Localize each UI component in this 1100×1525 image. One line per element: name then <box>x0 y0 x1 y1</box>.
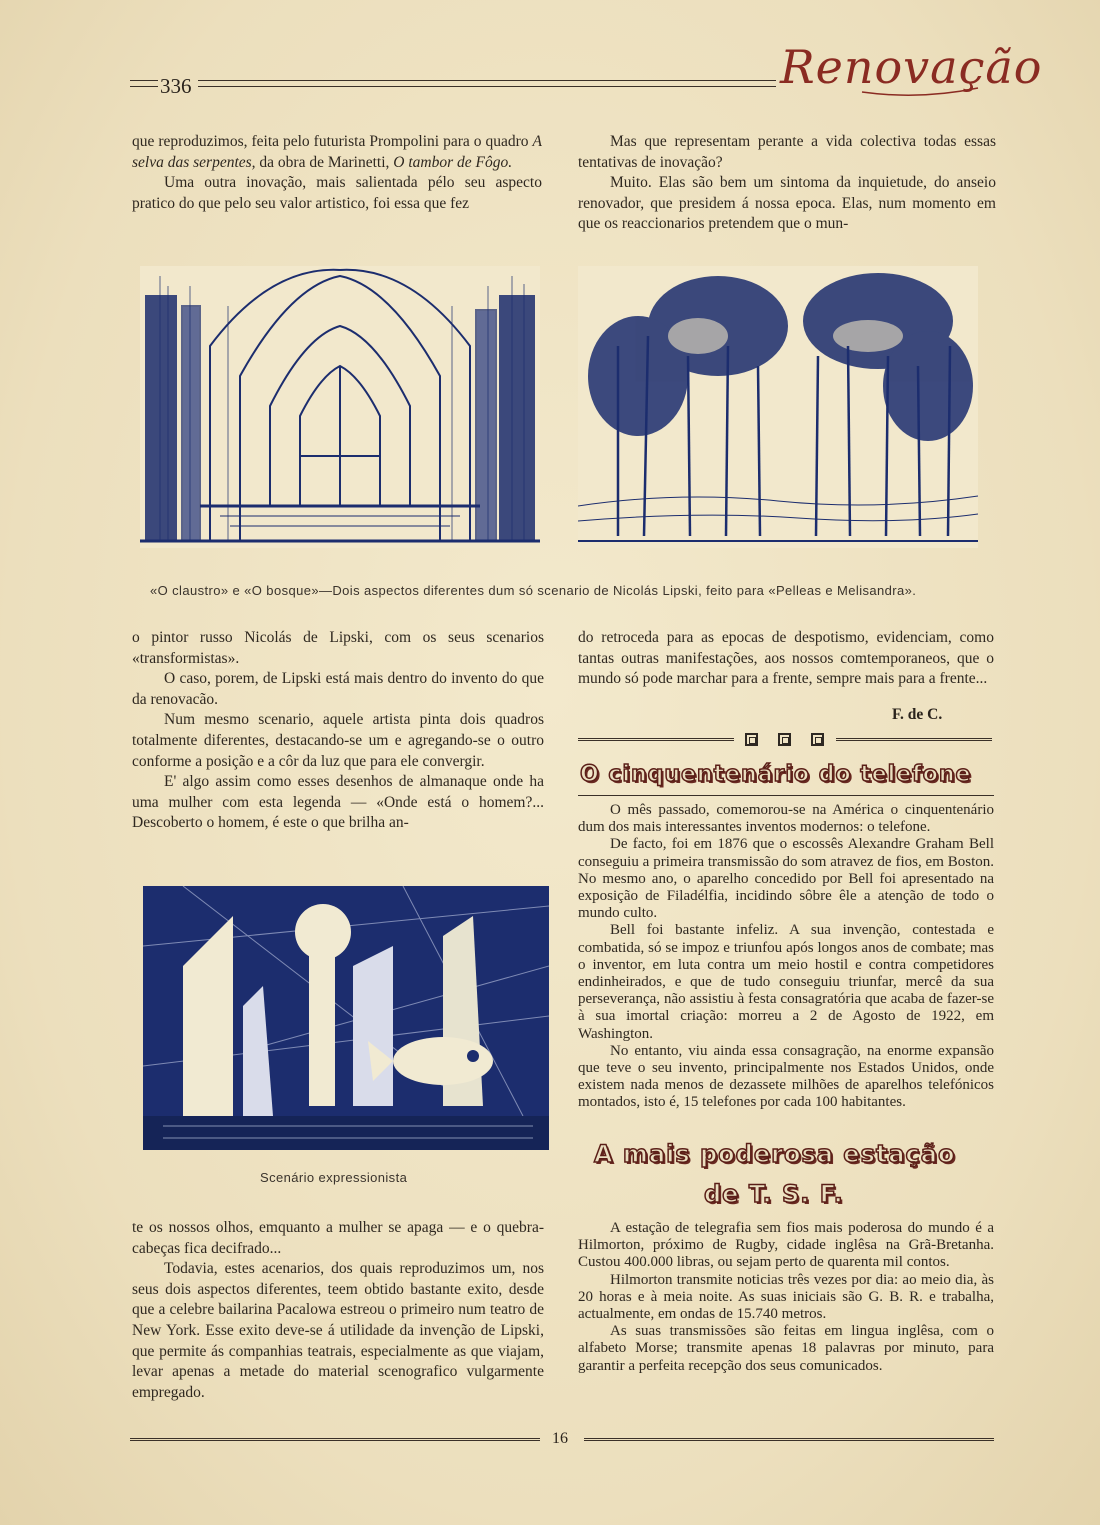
header-rule-2 <box>198 86 776 87</box>
article3-title-line2: de T. S. F. <box>704 1180 844 1208</box>
header-rule <box>198 80 776 81</box>
expressionist-scenario-illustration <box>143 886 549 1150</box>
article2-body: O mês passado, comemorou-se na América o cinquentenário dum dos mais interessantes inventos modernos: o telefone. De facto, foi em 1876 que o escossês Alexandre Graham Bell conseguiu a primeira transmissão do som atravez de fios, em Boston. No mesmo ano, o aparelho concedido por Bell foi apresentado na exposição de Filadélfia, incidindo sôbre êle a atenção de todo o mundo culto. Bell foi bastante infeliz. A sua invenção, contestada e combatida, só se impoz e triunfou após longos anos de combate; mas o inventor, em luta contra um meio hostil e contra competidores endinheirados, e que de tudo conseguiu triunfar, mercê da sua perseverança, não assistiu à festa consagratória que acaba de fazer-se à sua imortal criação: morreu a 2 de Agosto de 1922, em Washington. No entanto, viu ainda essa consagração, na enorme expansão que teve o seu invento, principalmente nos Estados Unidos, onde existem nada menos de dezassete milhões de aparelhos telefónicos montados, isto é, 15 telefones por cada 100 habitantes. <box>578 802 994 1111</box>
figure1-caption: «O claustro» e «O bosque»—Dois aspectos diferentes dum só scenario de Nicolás Lipski, feito para «Pelleas e Melisandra». <box>150 583 917 598</box>
ornament-square <box>778 733 791 746</box>
article1-top-left: que reproduzimos, feita pelo futurista Prompolini para o quadro A selva das serpentes, da obra de Marinetti, O tambor de Fôgo. Uma outra inovação, mais salientada pélo seu aspecto pratico do que pelo seu valor artistico, foi essa que fez <box>132 133 542 212</box>
header-rule-left <box>130 80 158 81</box>
article1-bottom-left: te os nossos olhos, emquanto a mulher se apaga — e o quebra-cabeças fica decifrado... Todavia, estes acenarios, dos quais reproduzimos um, nos seus dois aspectos diferentes, teem obtido bastante exito, desde que a celebre bailarina Pacalowa estreou o primeiro num teatro de New York. Esse exito deve-se á utilidade da invenção de Lipski, que permite ás companhias teatrais, especialmente as que viajam, levar apenas a metade do material scenografico vulgarmente empregado. <box>132 1219 544 1401</box>
footer-rule-left <box>130 1438 540 1441</box>
figure2-caption: Scenário expressionista <box>260 1170 408 1185</box>
ornament-square <box>811 733 824 746</box>
page-number-top: 336 <box>160 74 192 98</box>
article1-middle-right: do retroceda para as epocas de despotismo, evidenciam, como tantas outras manifestações, aos nossos comtemporaneos, que o mundo só pode marchar para a frente, sempre mais para a frente... <box>578 629 994 688</box>
bosque-illustration <box>578 266 978 548</box>
article1-signature: F. de C. <box>892 706 943 723</box>
article3-title-line1: A mais poderosa estação <box>594 1140 956 1168</box>
ornament-square <box>745 733 758 746</box>
article2-title: O cinquentenário do telefone <box>580 762 972 787</box>
article3-body: A estação de telegrafia sem fios mais poderosa do mundo é a Hilmorton, próximo de Rugby, cidade inglêsa na Grã-Bretanha. Custou 400.000 libras, ou sejam perto de quarenta mil contos. Hilmorton transmite noticias três vezes por dia: ao meio dia, às 20 horas e à meia noite. As suas iniciais são G. B. R. e trabalha, actualmente, em ondas de 15.740 metros. As suas transmissões são feitas em lingua inglêsa, com o alfabeto Morse; transmite apenas 18 palavras por minuto, para garantir a perfeita recepção dos seus comunicados. <box>578 1220 994 1374</box>
masthead: Renovação <box>780 40 1043 94</box>
divider-rule-left <box>578 738 734 741</box>
article1-top-right: Mas que representam perante a vida colectiva todas essas tentativas de inovação? Muito. Elas são bem um sintoma da inquietude, do anseio renovador, que presidem á nossa epoca. Elas, num momento em que os reaccionarios pretendem que o mun- <box>578 133 996 233</box>
page-number-bottom: 16 <box>552 1430 568 1447</box>
footer-rule-right <box>584 1438 994 1441</box>
header-rule-left-2 <box>130 86 158 87</box>
article1-middle-left: o pintor russo Nicolás de Lipski, com os seus scenarios «transformistas». O caso, porem, de Lipski está mais dentro do invento do que da renovacão. Num mesmo scenario, aquele artista pinta dois quadros totalmente diferentes, destacando-se um e agregando-se o outro conforme a posição e a côr da luz que para ele convergir. E' algo assim como esses desenhos de almanaque onde ha uma mulher com esta legenda — «Onde está o homem?... Descoberto o homem, é este o que brilha an- <box>132 629 544 832</box>
article2-title-rule <box>578 795 994 796</box>
masthead-underline <box>860 86 980 110</box>
divider-rule-right <box>836 738 992 741</box>
claustro-illustration <box>140 266 540 548</box>
